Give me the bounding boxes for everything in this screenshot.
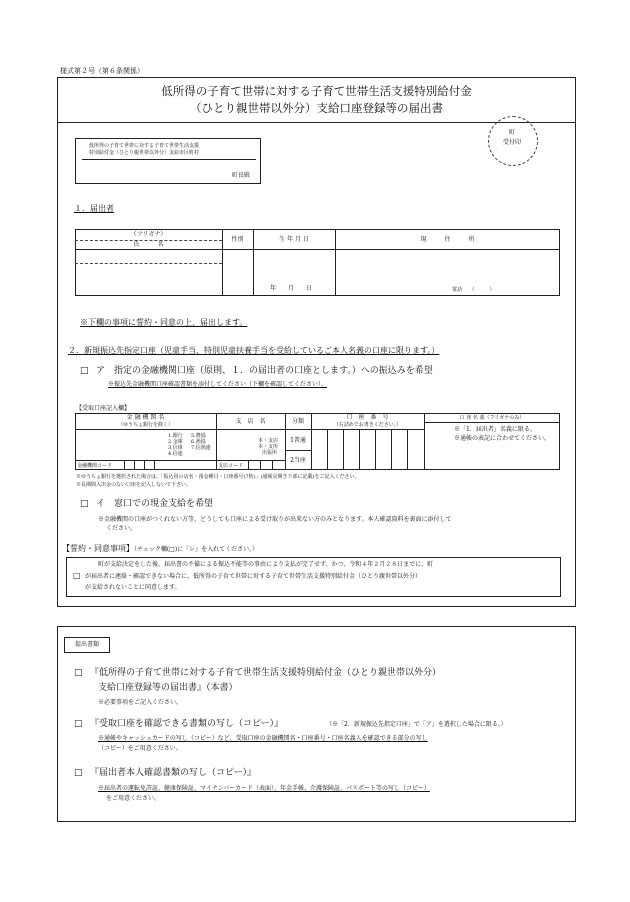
bank-type-bank: 1.銀行 xyxy=(168,433,183,439)
option-a-row xyxy=(80,366,89,377)
account-footnote1: ※ゆうちょ銀行を選択された場合は、「振込用の店名・預金種目・口座番号(7桁)」(通帳見開き下部に記載)をご記入ください。 xyxy=(76,474,360,480)
doc1-checkbox[interactable]: □ xyxy=(74,668,83,678)
bank-header: 金 融 機 関 名 xyxy=(126,414,165,421)
doc2-note1: ※通帳やキャッシュカードの写し（コピー）など、受取口座の金融機関名・口座番号・口座名義人を確認できる部分の写し xyxy=(98,735,428,742)
doc3-note1: ※届出者の運転免許証、健康保険証、マイナンバーカード（表面）、年金手帳、介護保険証、パスポート等の写し（コピー） xyxy=(98,785,430,792)
section1-heading: １．届出者 xyxy=(74,204,114,213)
pledge-heading-text: 【誓約・同意事項】 xyxy=(62,544,134,553)
holder-header: 口 座 名 義（フリガナのみ） xyxy=(459,415,525,421)
doc2-checkbox[interactable]: □ xyxy=(74,719,83,729)
pledge-heading xyxy=(62,544,258,554)
branch-code-label: 支店コード xyxy=(218,463,244,469)
doc3-title: 『届出者本人確認書類の写し（コピー）』 xyxy=(90,768,257,778)
bank-header-note: （ゆうちょ銀行を除く） xyxy=(117,422,173,428)
phone-label: 電話 （ ） xyxy=(452,287,495,293)
birthdate-label: 生 年 月 日 xyxy=(279,236,309,243)
bank-type-gyokyo: 6.漁協 xyxy=(191,439,206,445)
pledge-heading-note: （チェック欄(□)に『レ』を入れてください。） xyxy=(134,546,259,553)
bank-type-shinren: 4.信連 xyxy=(168,451,183,457)
bank-type-kinko: 2.金庫 xyxy=(168,439,183,445)
holder-note1: ※「1．届出者」名義に限る。 xyxy=(454,426,536,433)
option-i-row xyxy=(80,499,89,510)
title-line2: （ひとり親世帯以外分）支給口座登録等の届出書 xyxy=(190,101,443,115)
title-line1: 低所得の子育て世帯に対する子育て世帯生活支援特別給付金 xyxy=(161,84,472,98)
submission-label: 提出書類 xyxy=(74,641,99,648)
bank-type-shingyoren: 7.信漁連 xyxy=(191,445,211,451)
doc1-title1: 『低所得の子育て世帯に対する子育て世帯生活支援特別給付金（ひとり親世帯以外分） xyxy=(90,668,442,678)
section2-heading: ２．新規振込先指定口座（児童手当、特別児童扶養手当を受給しているご本人名義の口座に限ります。） xyxy=(68,346,440,355)
addressee-line2: 特別給付金（ひとり親世帯以外分）支給市区町村 xyxy=(89,150,200,156)
doc3-note2: をご用意ください。 xyxy=(106,795,161,802)
doc2-title-note: （※「2．新規振込先指定口座」で「ア」を選択した場合に限る。） xyxy=(326,721,507,728)
branch-type-shutchojo: 出張所 xyxy=(262,450,278,456)
branch-type-honshiten: 本・支店 xyxy=(258,438,279,444)
addressee-suffix: 町長殿 xyxy=(232,172,251,179)
bank-type-nokyo: 5.農協 xyxy=(191,433,206,439)
stamp-town: 町 xyxy=(508,129,515,136)
option-i-checkbox[interactable]: □ xyxy=(80,499,89,509)
branch-type-honshisho: 本・支所 xyxy=(258,444,279,450)
pledge-line2: が届出者に連絡・確認できない場合に、低所得の子育て世帯に対する子育て世帯生活支援特別給付金（ひとり親世帯以外分） xyxy=(85,573,422,580)
option-a-checkbox[interactable]: □ xyxy=(80,366,89,376)
form-number: 様式第２号（第６条関係） xyxy=(60,67,144,75)
pledge-line3: が支給されないことに同意します。 xyxy=(85,584,181,591)
branch-header: 支 店 名 xyxy=(235,418,266,425)
type-header: 分類 xyxy=(291,418,304,425)
doc1-title2: 支給口座登録等の届出書』（本書） xyxy=(98,683,238,693)
address-label: 現 住 所 xyxy=(420,236,475,243)
account-number-note: （右詰めでお書きください。） xyxy=(333,422,402,428)
account-footnote2: ※長期間入出金のない口座を記入しないで下さい。 xyxy=(76,482,192,488)
doc2-note2: （コピー）をご用意ください。 xyxy=(98,745,182,752)
pledge-line1: 町が支給決定をした後、届出書の不備による振込不能等の事由により支払が完了せず、かつ、令和４年２月２８日までに、町 xyxy=(98,561,434,568)
bank-type-shinkumi: 3.信組 xyxy=(168,445,183,451)
pledge-note: ※下欄の事項に誓約・同意の上、届出します。 xyxy=(80,318,248,327)
option-i-note2: ください。 xyxy=(106,525,137,532)
bank-code-label: 金融機関コード xyxy=(77,463,113,469)
account-number-header: 口 座 番 号 xyxy=(346,414,389,421)
option-a-label: ア 指定の金融機関口座（原則、１．の届出者の口座とします。）への振込みを希望 xyxy=(96,366,433,376)
stamp-label: 受付印 xyxy=(502,139,521,146)
gender-label: 性別 xyxy=(231,236,244,243)
option-a-note: ※振込先金融機関口座確認書類を添付してください（下欄を確認してください）。 xyxy=(108,381,328,388)
furigana-label: （フリガナ） xyxy=(130,231,167,238)
pledge-checkbox[interactable]: □ xyxy=(73,571,81,580)
doc2-title: 『受取口座を確認できる書類の写し（コピー）』 xyxy=(90,719,284,729)
type-ordinary: 1普通 xyxy=(290,437,306,444)
account-table-label: 【受取口座記入欄】 xyxy=(76,405,131,412)
option-i-label: イ 窓口での現金支給を希望 xyxy=(96,499,214,509)
option-i-note1: ※金融機関の口座がつくれない方等、どうしても口座による受け取りが出来ない方のみとなります。本人確認資料を裏面に添付して xyxy=(98,516,452,523)
holder-note2: ※通帳の表記に合わせてください。 xyxy=(454,435,551,442)
addressee-line1: 低所得の子育て世帯に対する子育て世帯生活支援 xyxy=(89,143,200,149)
doc1-note: ※必要事項をご記入ください。 xyxy=(98,699,183,706)
birthdate-units: 年 月 日 xyxy=(270,285,313,292)
type-current: 2当座 xyxy=(290,457,306,464)
doc3-checkbox[interactable]: □ xyxy=(74,768,83,778)
name-label: 氏 名 xyxy=(133,241,164,248)
